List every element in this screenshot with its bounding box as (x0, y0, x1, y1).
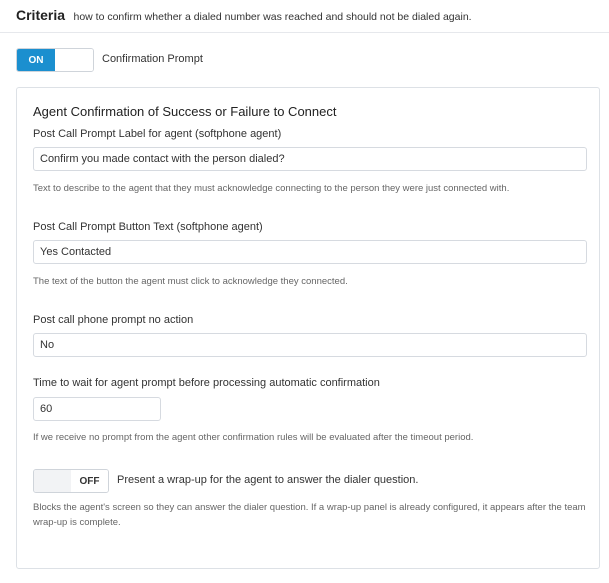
header-divider (0, 32, 609, 33)
no-action-label: Post call phone prompt no action (33, 314, 194, 326)
prompt-label-input[interactable]: Confirm you made contact with the person dialed? (33, 147, 587, 171)
wait-time-label: Time to wait for agent prompt before processing automatic confirmation (33, 377, 380, 389)
button-text-label: Post Call Prompt Button Text (softphone agent) (33, 221, 263, 233)
section-title: Criteria (16, 7, 66, 23)
toggle-knob (55, 49, 93, 71)
wait-time-help: If we receive no prompt from the agent other confirmation rules will be evaluated after the timeout period. (33, 432, 474, 443)
section-subtitle: how to confirm whether a dialed number was reached and should not be dialed again. (73, 11, 472, 23)
wrapup-help: Blocks the agent's screen so they can answer the dialer question. If a wrap-up panel is already configured, it appears after the team wrap-up is complete. (33, 502, 586, 528)
toggle-off-label: OFF (71, 470, 108, 492)
wait-time-input[interactable]: 60 (33, 397, 161, 421)
prompt-label-help: Text to describe to the agent that they must acknowledge connecting to the person they were just connected with. (33, 183, 510, 194)
confirmation-prompt-label: Confirmation Prompt (102, 53, 203, 65)
confirmation-prompt-toggle[interactable] (16, 48, 94, 72)
no-action-input[interactable]: No (33, 333, 587, 357)
panel-title: Agent Confirmation of Success or Failure to Connect (33, 104, 337, 119)
criteria-header (16, 7, 609, 33)
button-text-help: The text of the button the agent must click to acknowledge they connected. (33, 276, 348, 287)
prompt-label-label: Post Call Prompt Label for agent (softphone agent) (33, 128, 282, 140)
wrapup-label: Present a wrap-up for the agent to answer the dialer question. (117, 474, 419, 486)
toggle-on-label: ON (17, 49, 55, 71)
button-text-input[interactable]: Yes Contacted (33, 240, 587, 264)
agent-confirmation-panel (16, 87, 600, 569)
toggle-knob (34, 470, 71, 492)
wrapup-toggle[interactable] (33, 469, 109, 493)
